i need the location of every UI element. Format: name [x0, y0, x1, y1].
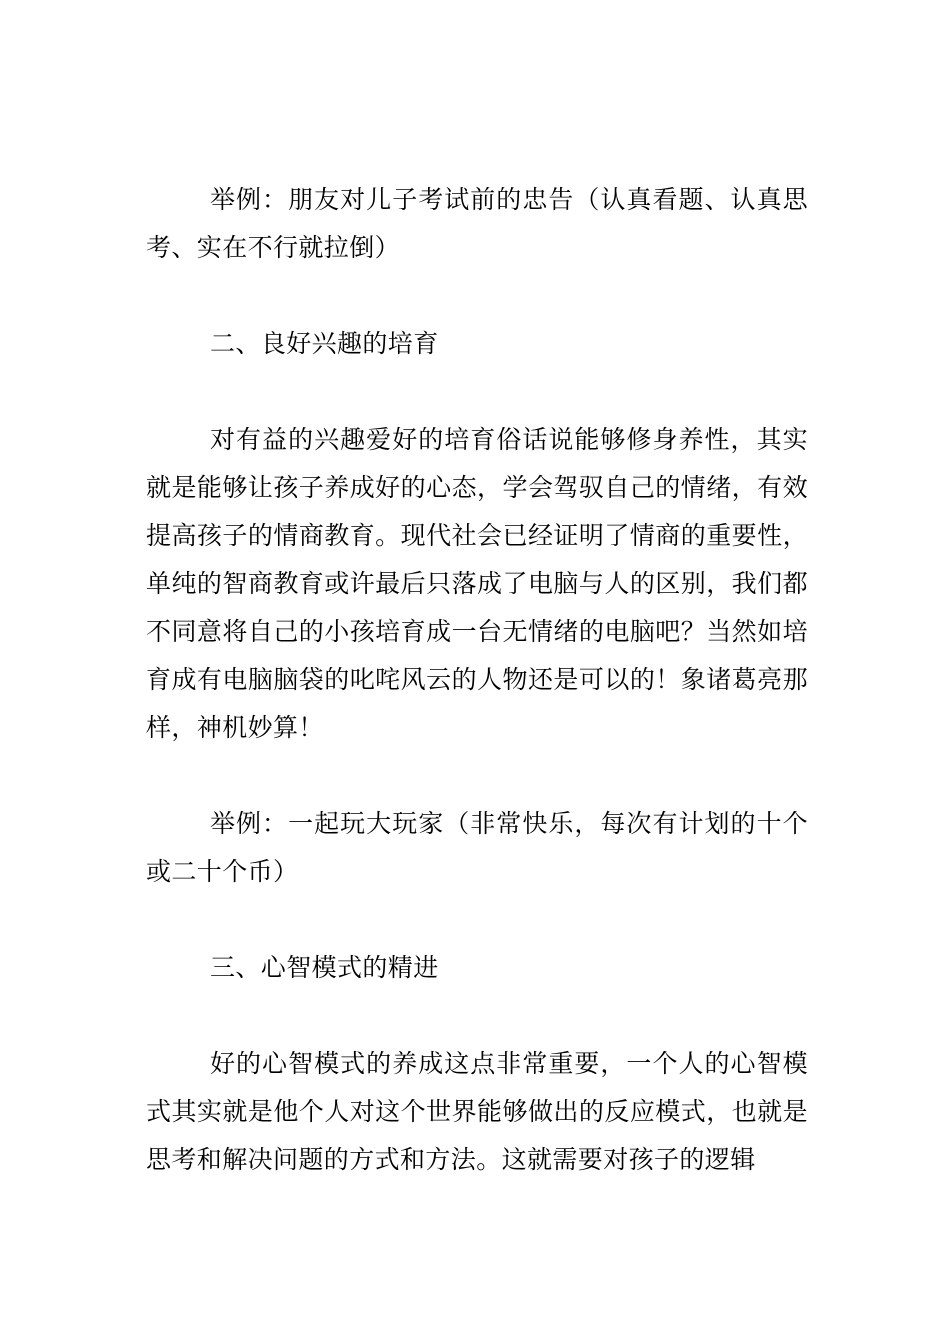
- paragraph-spacer: [146, 992, 808, 1040]
- document-body: [146, 176, 808, 1184]
- section-heading-mindset: 三、心智模式的精进: [210, 953, 439, 982]
- paragraph-spacer: [146, 896, 808, 944]
- example-paragraph-exam-advice: 举例：朋友对儿子考试前的忠告（认真看题、认真思考、实在不行就拉倒）: [146, 185, 808, 262]
- paragraph-spacer: [146, 752, 808, 800]
- example-paragraph-play: 举例：一起玩大玩家（非常快乐，每次有计划的十个或二十个币）: [146, 809, 808, 886]
- section-heading-interest: 二、良好兴趣的培育: [210, 329, 439, 358]
- body-paragraph-mindset: 好的心智模式的养成这点非常重要，一个人的心智模式其实就是他个人对这个世界能够做出的反应模式，也就是思考和解决问题的方式和方法。这就需要对孩子的逻辑: [146, 1049, 808, 1174]
- paragraph-spacer: [146, 368, 808, 416]
- paragraph-spacer: [146, 272, 808, 320]
- body-paragraph-interest: 对有益的兴趣爱好的培育俗话说能够修身养性，其实就是能够让孩子养成好的心态，学会驾驭自己的情绪，有效提高孩子的情商教育。现代社会已经证明了情商的重要性，单纯的智商教育或许最后只落成了电脑与人的区别，我们都不同意将自己的小孩培育成一台无情绪的电脑吧？当然如培育成有电脑脑袋的叱咤风云的人物还是可以的！象诸葛亮那样，神机妙算！: [146, 425, 808, 742]
